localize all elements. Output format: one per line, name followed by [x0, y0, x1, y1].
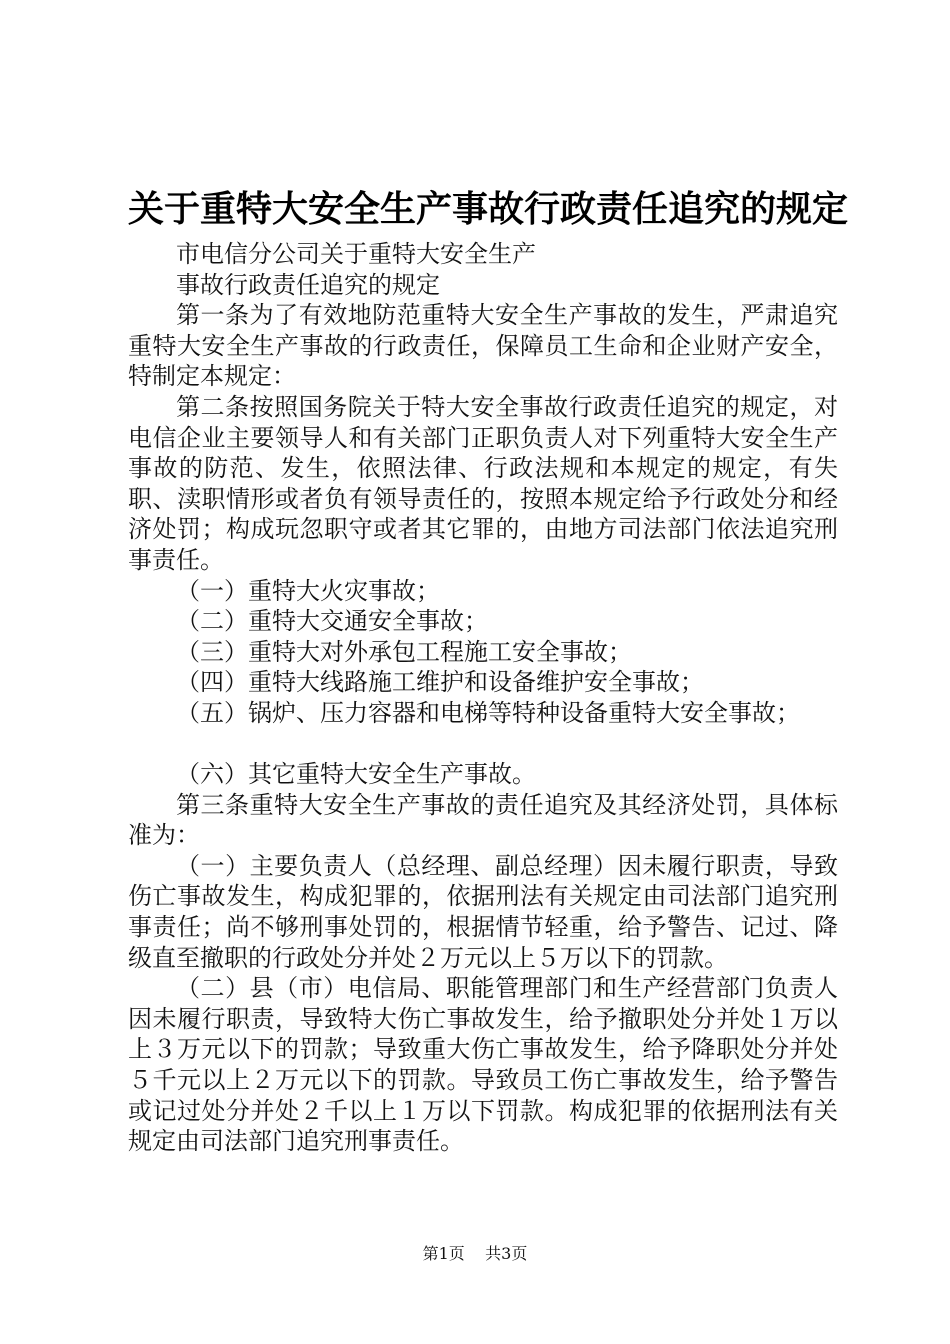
- page-number: 第1页: [422, 1244, 465, 1263]
- page-footer: [0, 1243, 950, 1265]
- article-3-clause-1: （一）主要负责人（总经理、副总经理）因未履行职责，导致伤亡事故发生，构成犯罪的，依据刑法有关规定由司法部门追究刑事责任；尚不够刑事处罚的，根据情节轻重，给予警告、记过、降级直至撤职的行政处分并处２万元以上５万以下的罚款。: [128, 851, 838, 972]
- footer-separator: [470, 1244, 480, 1263]
- article-3-clause-2: （二）县（市）电信局、职能管理部门和生产经营部门负责人因未履行职责，导致特大伤亡事故发生，给予撤职处分并处１万以上３万元以下的罚款；导致重大伤亡事故发生，给予降职处分并处５千元以上２万元以下的罚款。导致员工伤亡事故发生，给予警告或记过处分并处２千以上１万以下罚款。构成犯罪的依据刑法有关规定由司法部门追究刑事责任。: [128, 974, 838, 1156]
- subtitle-line-1: 市电信分公司关于重特大安全生产: [176, 240, 536, 268]
- list-item: （二）重特大交通安全事故；: [176, 607, 488, 636]
- blank-line: [128, 729, 838, 760]
- article-1-paragraph: 第一条为了有效地防范重特大安全生产事故的发生，严肃追究重特大安全生产事故的行政责任，保障员工生命和企业财产安全，特制定本规定：: [128, 301, 838, 391]
- subtitle-line-2: 事故行政责任追究的规定: [176, 270, 440, 299]
- list-item: （五）锅炉、压力容器和电梯等特种设备重特大安全事故；: [176, 698, 800, 727]
- article-2-paragraph: 第二条按照国务院关于特大安全事故行政责任追究的规定，对电信企业主要领导人和有关部门正职负责人对下列重特大安全生产事故的防范、发生，依照法律、行政法规和本规定的规定，有失职、渎职情形或者负有领导责任的，按照本规定给予行政处分和经济处罚；构成玩忽职守或者其它罪的，由地方司法部门依法追究刑事责任。: [128, 392, 838, 574]
- document-body: [128, 239, 838, 1157]
- list-item: （一）重特大火灾事故；: [176, 576, 440, 605]
- page-total: 共3页: [485, 1244, 528, 1263]
- document-title: 关于重特大安全生产事故行政责任追究的规定: [128, 188, 849, 230]
- list-item: （三）重特大对外承包工程施工安全事故；: [176, 637, 632, 666]
- list-item: （六）其它重特大安全生产事故。: [176, 760, 536, 789]
- list-item: （四）重特大线路施工维护和设备维护安全事故；: [176, 668, 704, 697]
- article-3-paragraph: 第三条重特大安全生产事故的责任追究及其经济处罚，具体标准为：: [128, 790, 838, 850]
